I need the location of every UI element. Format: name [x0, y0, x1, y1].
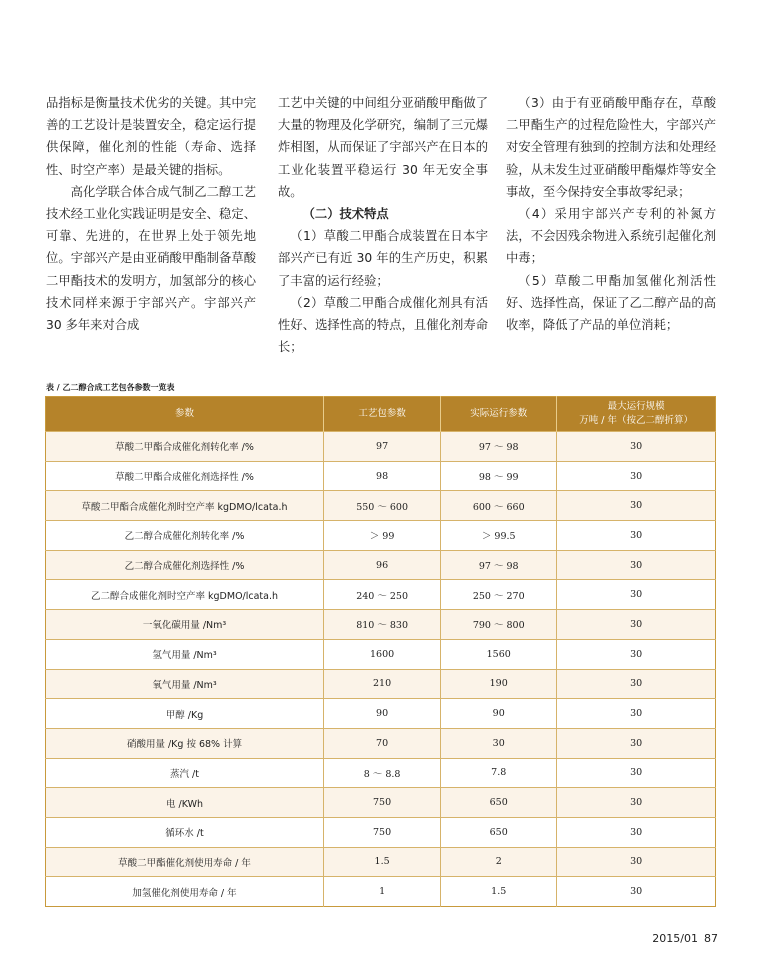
- cell-package-value: 210: [324, 669, 441, 699]
- cell-package-value: 1.5: [324, 847, 441, 877]
- cell-max-scale: 30: [557, 491, 716, 521]
- table-row: [46, 491, 716, 521]
- cell-max-scale: 30: [557, 699, 716, 729]
- header-actual-value: 实际运行参数: [441, 397, 557, 432]
- issue-number: 2015/01: [652, 932, 698, 945]
- cell-parameter: 甲醇 /Kg: [46, 699, 324, 729]
- header-max-scale-line2: 万吨 / 年（按乙二醇折算）: [579, 415, 694, 426]
- table-row: [46, 699, 716, 729]
- cell-actual-value: ＞ 99.5: [441, 521, 557, 551]
- cell-package-value: 96: [324, 550, 441, 580]
- cell-parameter: 氢气用量 /Nm³: [46, 639, 324, 669]
- paragraph: （2）草酸二甲酯合成催化剂具有活性好、选择性高的特点，且催化剂寿命长；: [278, 295, 488, 355]
- paragraph: 高化学联合体合成气制乙二醇工艺技术经工业化实践证明是安全、稳定、可靠、先进的，在世界上处于领先地位。宇部兴产是由亚硝酸甲酯制备草酸二甲酯技术的发明方，加氢部分的核心技术同样来源于宇部兴产。宇部兴产 30 多年来对合成: [46, 184, 256, 333]
- paragraph: （3）由于有亚硝酸甲酯存在，草酸二甲酯生产的过程危险性大，宇部兴产对安全管理有独到的控制方法和处理经验，从未发生过亚硝酸甲酯爆炸等安全事故，至今保持安全事故零纪录；: [506, 96, 716, 199]
- table-row: [46, 580, 716, 610]
- cell-actual-value: 190: [441, 669, 557, 699]
- cell-package-value: 70: [324, 728, 441, 758]
- table-row: [46, 758, 716, 788]
- cell-actual-value: 90: [441, 699, 557, 729]
- cell-parameter: 循环水 /t: [46, 817, 324, 847]
- table-row: [46, 669, 716, 699]
- cell-actual-value: 7.8: [441, 758, 557, 788]
- cell-package-value: 550 ～ 600: [324, 491, 441, 521]
- cell-actual-value: 650: [441, 788, 557, 818]
- cell-actual-value: 97 ～ 98: [441, 432, 557, 462]
- cell-actual-value: 600 ～ 660: [441, 491, 557, 521]
- cell-parameter: 草酸二甲酯合成催化剂选择性 /%: [46, 461, 324, 491]
- cell-parameter: 草酸二甲酯合成催化剂转化率 /%: [46, 432, 324, 462]
- header-parameter: 参数: [46, 397, 324, 432]
- paragraph: 工艺中关键的中间组分亚硝酸甲酯做了大量的物理及化学研究，编制了三元爆炸相图，从而保证了宇部兴产在日本的工业化装置平稳运行 30 年无安全事故。: [278, 96, 488, 199]
- table-row: [46, 461, 716, 491]
- cell-max-scale: 30: [557, 669, 716, 699]
- cell-package-value: 810 ～ 830: [324, 610, 441, 640]
- paragraph: （5）草酸二甲酯加氢催化剂活性好、选择性高，保证了乙二醇产品的高收率，降低了产品的单位消耗；: [506, 273, 716, 333]
- table-header-row: [46, 397, 716, 432]
- cell-max-scale: 30: [557, 521, 716, 551]
- cell-max-scale: 30: [557, 758, 716, 788]
- cell-max-scale: 30: [557, 817, 716, 847]
- section-heading: （二）技术特点: [302, 207, 389, 222]
- cell-max-scale: 30: [557, 788, 716, 818]
- cell-package-value: 8 ～ 8.8: [324, 758, 441, 788]
- table-row: [46, 432, 716, 462]
- cell-actual-value: 790 ～ 800: [441, 610, 557, 640]
- text-column-middle: [278, 92, 488, 358]
- cell-actual-value: 250 ～ 270: [441, 580, 557, 610]
- cell-max-scale: 30: [557, 432, 716, 462]
- cell-actual-value: 97 ～ 98: [441, 550, 557, 580]
- table-row: [46, 788, 716, 818]
- cell-parameter: 乙二醇合成催化剂时空产率 kgDMO/lcata.h: [46, 580, 324, 610]
- cell-max-scale: 30: [557, 550, 716, 580]
- cell-actual-value: 2: [441, 847, 557, 877]
- paragraph: （1）草酸二甲酯合成装置在日本宇部兴产已有近 30 年的生产历史，积累了丰富的运行经验；: [278, 229, 488, 288]
- cell-package-value: 90: [324, 699, 441, 729]
- cell-parameter: 加氢催化剂使用寿命 / 年: [46, 877, 324, 907]
- cell-package-value: ＞ 99: [324, 521, 441, 551]
- header-max-scale-line1: 最大运行规模: [607, 401, 665, 412]
- cell-parameter: 一氧化碳用量 /Nm³: [46, 610, 324, 640]
- text-column-left: [46, 92, 256, 336]
- page-footer: [646, 932, 718, 945]
- cell-parameter: 乙二醇合成催化剂选择性 /%: [46, 550, 324, 580]
- table-body: [46, 432, 716, 907]
- table-row: [46, 847, 716, 877]
- cell-max-scale: 30: [557, 580, 716, 610]
- table-row: [46, 521, 716, 551]
- cell-max-scale: 30: [557, 728, 716, 758]
- cell-actual-value: 1.5: [441, 877, 557, 907]
- cell-max-scale: 30: [557, 610, 716, 640]
- cell-parameter: 乙二醇合成催化剂转化率 /%: [46, 521, 324, 551]
- parameter-table: [45, 396, 716, 907]
- cell-actual-value: 98 ～ 99: [441, 461, 557, 491]
- cell-actual-value: 1560: [441, 639, 557, 669]
- table-row: [46, 877, 716, 907]
- table-row: [46, 610, 716, 640]
- cell-max-scale: 30: [557, 639, 716, 669]
- cell-package-value: 97: [324, 432, 441, 462]
- cell-actual-value: 650: [441, 817, 557, 847]
- cell-max-scale: 30: [557, 847, 716, 877]
- table-caption: 表 / 乙二醇合成工艺包各参数一览表: [46, 383, 175, 392]
- table-row: [46, 639, 716, 669]
- cell-actual-value: 30: [441, 728, 557, 758]
- header-package-value: 工艺包参数: [324, 397, 441, 432]
- cell-parameter: 草酸二甲酯催化剂使用寿命 / 年: [46, 847, 324, 877]
- cell-parameter: 硝酸用量 /Kg 按 68% 计算: [46, 728, 324, 758]
- text-column-right: [506, 92, 716, 336]
- cell-max-scale: 30: [557, 461, 716, 491]
- cell-package-value: 750: [324, 817, 441, 847]
- cell-max-scale: 30: [557, 877, 716, 907]
- page-number: 87: [704, 932, 718, 945]
- table-row: [46, 728, 716, 758]
- cell-parameter: 草酸二甲酯合成催化剂时空产率 kgDMO/lcata.h: [46, 491, 324, 521]
- cell-parameter: 电 /KWh: [46, 788, 324, 818]
- cell-package-value: 750: [324, 788, 441, 818]
- cell-parameter: 蒸汽 /t: [46, 758, 324, 788]
- header-max-scale: [557, 397, 716, 432]
- cell-package-value: 98: [324, 461, 441, 491]
- cell-package-value: 1: [324, 877, 441, 907]
- cell-package-value: 1600: [324, 639, 441, 669]
- table-row: [46, 817, 716, 847]
- table-row: [46, 550, 716, 580]
- paragraph: 品指标是衡量技术优劣的关键。其中完善的工艺设计是装置安全，稳定运行提供保障，催化剂的性能（寿命、选择性、时空产率）是最关键的指标。: [46, 96, 256, 177]
- cell-package-value: 240 ～ 250: [324, 580, 441, 610]
- paragraph: （4）采用宇部兴产专利的补氮方法，不会因残余物进入系统引起催化剂中毒；: [506, 207, 716, 266]
- cell-parameter: 氧气用量 /Nm³: [46, 669, 324, 699]
